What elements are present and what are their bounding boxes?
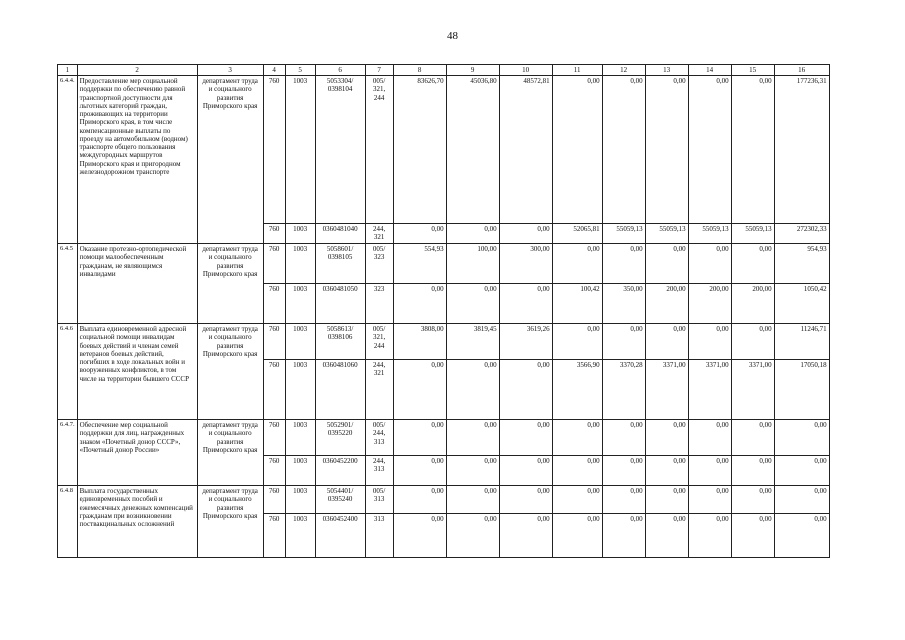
cell-c4: 760 <box>263 360 285 420</box>
header-cell: 10 <box>499 65 552 76</box>
table-row <box>58 486 830 514</box>
cell-c11: 0,00 <box>552 324 602 360</box>
header-cell: 5 <box>285 65 315 76</box>
header-cell: 8 <box>393 65 446 76</box>
cell-c9: 0,00 <box>446 514 499 558</box>
cell-c11: 0,00 <box>552 486 602 514</box>
cell-c13: 0,00 <box>645 324 688 360</box>
cell-c12: 0,00 <box>602 420 645 456</box>
cell-c15: 0,00 <box>731 486 774 514</box>
cell-c13: 0,00 <box>645 486 688 514</box>
cell-c12: 0,00 <box>602 514 645 558</box>
cell-c7: 005/ 313 <box>365 486 393 514</box>
cell-c9: 45036,80 <box>446 76 499 224</box>
header-cell: 11 <box>552 65 602 76</box>
cell-c15: 0,00 <box>731 324 774 360</box>
table-row <box>58 324 830 360</box>
table-row <box>58 244 830 284</box>
cell-c13: 0,00 <box>645 514 688 558</box>
cell-c14: 200,00 <box>688 284 731 324</box>
cell-c6: 0360452200 <box>315 456 365 486</box>
cell-c13: 0,00 <box>645 76 688 224</box>
cell-c13: 0,00 <box>645 244 688 284</box>
cell-c12: 0,00 <box>602 244 645 284</box>
cell-c16: 954,93 <box>774 244 829 284</box>
cell-c14: 55059,13 <box>688 224 731 244</box>
cell-c11: 100,42 <box>552 284 602 324</box>
measure-name: Выплата единовременной адресной социальной помощи инвалидам боевых действий и членам семей ветеранов боевых действий, погибших в ходе локальных войн и вооруженных конфликтов, в том числе на территории бывшего СССР <box>77 324 197 420</box>
cell-c6: 5054401/ 0395240 <box>315 486 365 514</box>
cell-c7: 005/ 244, 313 <box>365 420 393 456</box>
cell-c11: 0,00 <box>552 76 602 224</box>
cell-c4: 760 <box>263 324 285 360</box>
measure-name: Обеспечение мер социальной поддержки для лиц, награжденных знаком «Почетный донор СССР», «Почетный донор России» <box>77 420 197 486</box>
cell-c12: 55059,13 <box>602 224 645 244</box>
cell-c5: 1003 <box>285 456 315 486</box>
cell-c15: 0,00 <box>731 76 774 224</box>
cell-c10: 3619,26 <box>499 324 552 360</box>
cell-c4: 760 <box>263 244 285 284</box>
measure-name: Оказание протезно-ортопедической помощи малообеспеченным гражданам, не являющимся инвалидами <box>77 244 197 324</box>
cell-c7: 005/ 321, 244 <box>365 324 393 360</box>
cell-c16: 0,00 <box>774 514 829 558</box>
cell-c6: 0360481060 <box>315 360 365 420</box>
cell-c8: 3808,00 <box>393 324 446 360</box>
cell-c16: 177236,31 <box>774 76 829 224</box>
header-cell: 6 <box>315 65 365 76</box>
cell-c7: 244, 321 <box>365 224 393 244</box>
cell-c15: 0,00 <box>731 514 774 558</box>
cell-c5: 1003 <box>285 224 315 244</box>
cell-c9: 0,00 <box>446 486 499 514</box>
cell-c4: 760 <box>263 486 285 514</box>
cell-c5: 1003 <box>285 244 315 284</box>
cell-c9: 0,00 <box>446 224 499 244</box>
page-number: 48 <box>447 30 458 42</box>
responsible-department: департамент труда и социального развития Приморского края <box>197 244 263 324</box>
cell-c7: 005/ 321, 244 <box>365 76 393 224</box>
cell-c14: 0,00 <box>688 76 731 224</box>
header-cell: 4 <box>263 65 285 76</box>
cell-c12: 0,00 <box>602 76 645 224</box>
cell-c15: 55059,13 <box>731 224 774 244</box>
header-cell: 12 <box>602 65 645 76</box>
row-number: 6.4.5 <box>58 244 78 324</box>
cell-c6: 5053304/ 0398104 <box>315 76 365 224</box>
cell-c9: 0,00 <box>446 456 499 486</box>
cell-c9: 100,00 <box>446 244 499 284</box>
cell-c10: 0,00 <box>499 420 552 456</box>
cell-c7: 313 <box>365 514 393 558</box>
cell-c8: 0,00 <box>393 456 446 486</box>
cell-c16: 0,00 <box>774 456 829 486</box>
cell-c10: 0,00 <box>499 514 552 558</box>
header-cell: 9 <box>446 65 499 76</box>
cell-c16: 17050,18 <box>774 360 829 420</box>
cell-c14: 0,00 <box>688 324 731 360</box>
cell-c10: 0,00 <box>499 486 552 514</box>
cell-c9: 3819,45 <box>446 324 499 360</box>
cell-c12: 0,00 <box>602 324 645 360</box>
row-number: 6.4.7. <box>58 420 78 486</box>
row-number: 6.4.4. <box>58 76 78 244</box>
cell-c7: 323 <box>365 284 393 324</box>
cell-c10: 300,00 <box>499 244 552 284</box>
cell-c6: 0360481050 <box>315 284 365 324</box>
cell-c16: 272302,33 <box>774 224 829 244</box>
cell-c15: 0,00 <box>731 420 774 456</box>
cell-c7: 005/ 323 <box>365 244 393 284</box>
header-cell: 16 <box>774 65 829 76</box>
cell-c12: 3370,28 <box>602 360 645 420</box>
measure-name: Предоставление мер социальной поддержки по обеспечению равной транспортной доступности для льготных категорий граждан, проживающих на территории Приморского края, в том числе компенсационные выплаты по проезду на автомобильном (водном) транспорте общего пользования междугородных маршрутов Приморского края и пригородном железнодорожном транспорте <box>77 76 197 244</box>
cell-c4: 760 <box>263 224 285 244</box>
cell-c11: 0,00 <box>552 420 602 456</box>
cell-c8: 0,00 <box>393 514 446 558</box>
cell-c10: 0,00 <box>499 456 552 486</box>
responsible-department: департамент труда и социального развития Приморского края <box>197 486 263 558</box>
cell-c8: 0,00 <box>393 420 446 456</box>
cell-c14: 0,00 <box>688 244 731 284</box>
cell-c13: 3371,00 <box>645 360 688 420</box>
cell-c14: 0,00 <box>688 514 731 558</box>
cell-c15: 200,00 <box>731 284 774 324</box>
cell-c12: 0,00 <box>602 486 645 514</box>
cell-c9: 0,00 <box>446 360 499 420</box>
row-number: 6.4.6 <box>58 324 78 420</box>
cell-c16: 1050,42 <box>774 284 829 324</box>
header-cell: 3 <box>197 65 263 76</box>
cell-c8: 0,00 <box>393 486 446 514</box>
cell-c11: 0,00 <box>552 456 602 486</box>
cell-c16: 0,00 <box>774 420 829 456</box>
cell-c6: 0360481040 <box>315 224 365 244</box>
cell-c13: 55059,13 <box>645 224 688 244</box>
cell-c10: 0,00 <box>499 360 552 420</box>
cell-c10: 0,00 <box>499 284 552 324</box>
cell-c8: 83626,70 <box>393 76 446 224</box>
cell-c4: 760 <box>263 76 285 224</box>
responsible-department: департамент труда и социального развития Приморского края <box>197 420 263 486</box>
cell-c5: 1003 <box>285 486 315 514</box>
header-row <box>58 65 830 76</box>
cell-c6: 5052901/ 0395220 <box>315 420 365 456</box>
responsible-department: департамент труда и социального развития Приморского края <box>197 76 263 244</box>
cell-c5: 1003 <box>285 360 315 420</box>
cell-c14: 0,00 <box>688 486 731 514</box>
header-cell: 14 <box>688 65 731 76</box>
header-cell: 13 <box>645 65 688 76</box>
cell-c14: 3371,00 <box>688 360 731 420</box>
header-cell: 1 <box>58 65 78 76</box>
cell-c11: 0,00 <box>552 244 602 284</box>
cell-c11: 0,00 <box>552 514 602 558</box>
cell-c10: 48572,81 <box>499 76 552 224</box>
cell-c6: 5058601/ 0398105 <box>315 244 365 284</box>
cell-c6: 5058613/ 0398106 <box>315 324 365 360</box>
cell-c15: 3371,00 <box>731 360 774 420</box>
cell-c14: 0,00 <box>688 456 731 486</box>
cell-c13: 0,00 <box>645 456 688 486</box>
cell-c8: 0,00 <box>393 284 446 324</box>
cell-c5: 1003 <box>285 420 315 456</box>
cell-c5: 1003 <box>285 324 315 360</box>
cell-c16: 0,00 <box>774 486 829 514</box>
budget-table <box>57 64 830 558</box>
cell-c15: 0,00 <box>731 456 774 486</box>
cell-c7: 244, 321 <box>365 360 393 420</box>
cell-c16: 11246,71 <box>774 324 829 360</box>
cell-c13: 0,00 <box>645 420 688 456</box>
row-number: 6.4.8 <box>58 486 78 558</box>
cell-c7: 244, 313 <box>365 456 393 486</box>
header-cell: 7 <box>365 65 393 76</box>
table-row <box>58 420 830 456</box>
cell-c4: 760 <box>263 284 285 324</box>
responsible-department: департамент труда и социального развития Приморского края <box>197 324 263 420</box>
header-cell: 15 <box>731 65 774 76</box>
cell-c13: 200,00 <box>645 284 688 324</box>
table-row <box>58 76 830 224</box>
cell-c5: 1003 <box>285 284 315 324</box>
cell-c11: 52065,81 <box>552 224 602 244</box>
measure-name: Выплата государственных единовременных пособий и ежемесячных денежных компенсаций гражданам при возникновении поствакцинальных осложнений <box>77 486 197 558</box>
cell-c8: 0,00 <box>393 360 446 420</box>
cell-c4: 760 <box>263 514 285 558</box>
cell-c4: 760 <box>263 420 285 456</box>
cell-c4: 760 <box>263 456 285 486</box>
cell-c11: 3566,90 <box>552 360 602 420</box>
cell-c5: 1003 <box>285 514 315 558</box>
cell-c9: 0,00 <box>446 284 499 324</box>
header-cell: 2 <box>77 65 197 76</box>
cell-c6: 0360452400 <box>315 514 365 558</box>
cell-c10: 0,00 <box>499 224 552 244</box>
cell-c9: 0,00 <box>446 420 499 456</box>
cell-c12: 0,00 <box>602 456 645 486</box>
cell-c12: 350,00 <box>602 284 645 324</box>
cell-c5: 1003 <box>285 76 315 224</box>
cell-c8: 554,93 <box>393 244 446 284</box>
cell-c8: 0,00 <box>393 224 446 244</box>
cell-c15: 0,00 <box>731 244 774 284</box>
cell-c14: 0,00 <box>688 420 731 456</box>
